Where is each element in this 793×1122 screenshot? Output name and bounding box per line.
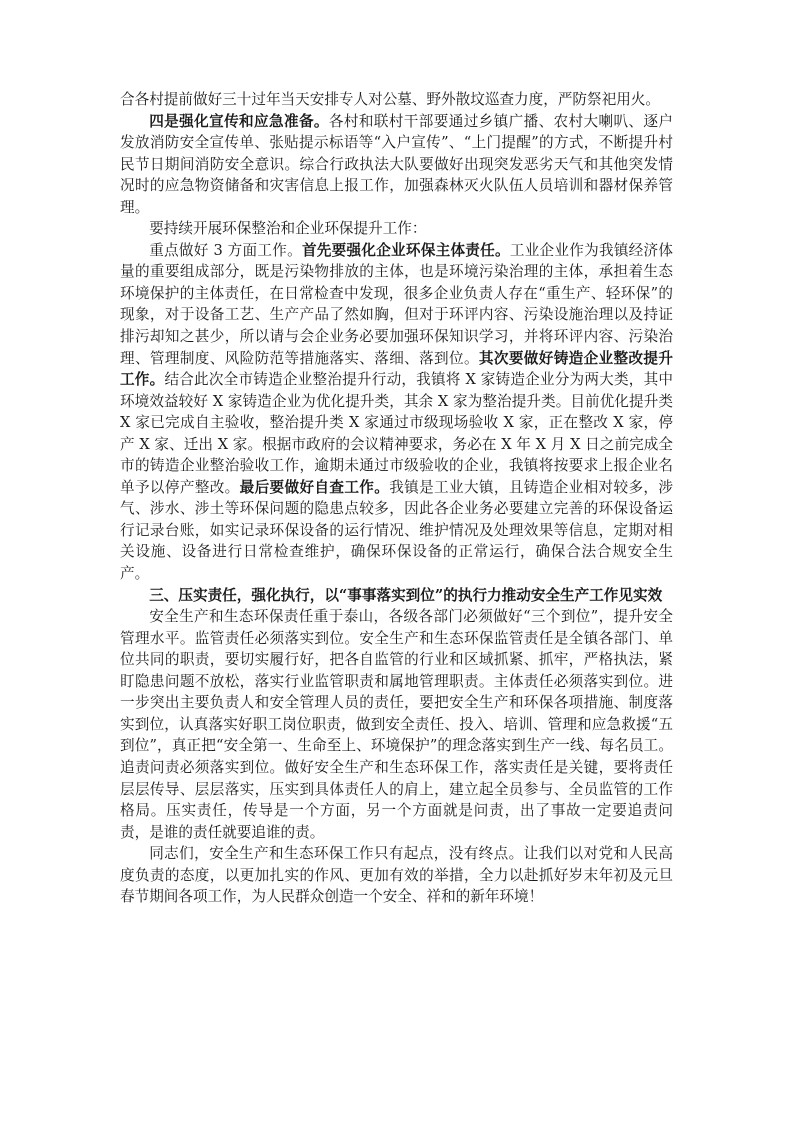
paragraph-environment-intro [120,218,673,240]
text-run: 各村和联村干部要通过乡镇广播、农村大喇叭、逐户发放消防安全宣传单、张贴提示标语等“入户宣传”、“上门提醒”的方式，不断提升村民节日期间消防安全意识。综合行政执法大队要做好出现突发恶劣天气和其他突发情况时的应急物资储备和灾害信息上报工作，加强森林灭火队伍人员培训和器材保养管理。 [120,112,673,216]
heading-run: 最后要做好自查工作。 [239,478,390,496]
text-run: 结合此次全市铸造企业整治提升行动，我镇将 X 家铸造企业分为两大类，其中环境效益较好 X 家铸造企业为优化提升类，其余 X 家为整治提升类。目前优化提升类 X 家已完成自主验收，整治提升类 X 家通过市级现场验收 X 家，正在整改 X 家，停产 X 家、迁出 X 家。根据市政府的会议精神要求，务必在 X 年 X 月 X 日之前完成全市的铸造企业整治验收工作，逾期未通过市级验收的企业，我镇将按要求上报企业名单予以停产整改。 [120,371,673,496]
paragraph-environment-tasks [120,240,673,585]
paragraph-responsibility [120,606,673,843]
heading-run: 首先要强化企业环保主体责任。 [301,241,510,259]
text-run: 安全生产和生态环保责任重于泰山，各级各部门必须做好“三个到位”，提升安全管理水平。监管责任必须落实到位。安全生产和生态环保监管责任是全镇各部门、单位共同的职责，要切实履行好，把各自监管的行业和区域抓紧、抓牢，严格执法，紧盯隐患问题不放松，落实行业监管职责和属地管理职责。主体责任必须落实到位。进一步突出主要负责人和安全管理人员的责任，要把安全生产和环保各项措施、制度落实到位，认真落实好职工岗位职责，做到安全责任、投入、培训、管理和应急救援“五到位”，真正把“安全第一、生命至上、环境保护”的理念落实到生产一线、每名员工。追责问责必须落实到位。做好安全生产和生态环保工作，落实责任是关键，要将责任层层传导、层层落实，压实到具体责任人的肩上，建立起全员参与、全员监管的工作格局。压实责任，传导是一个方面，另一个方面就是问责，出了事故一定要追责问责，是谁的责任就要追谁的责。 [120,608,673,841]
text-run: 我镇是工业大镇，且铸造企业相对较多，涉气、涉水、涉土等环保问题的隐患点较多，因此各企业务必要建立完善的环保设备运行记录台账，如实记录环保设备的运行情况、维护情况及处理效果等信息，定期对相关设施、设备进行日常检查维护，确保环保设备的正常运行，确保合法合规安全生产。 [120,478,673,583]
text-run: 同志们，安全生产和生态环保工作只有起点，没有终点。让我们以对党和人民高度负责的态度，以更加扎实的作风、更加有效的举措，全力以赴抓好岁末年初及元旦春节期间各项工作，为人民群众创造一个安全、祥和的新年环境！ [120,845,673,906]
paragraph-publicity-emergency [120,111,673,219]
text-run: 要持续开展环保整治和企业环保提升工作： [149,220,427,238]
section-heading-three [120,585,673,607]
text-run: 工业企业作为我镇经济体量的重要组成部分，既是污染物排放的主体，也是环境污染治理的主体，承担着生态环境保护的主体责任，在日常检查中发现，很多企业负责人存在“重生产、轻环保”的现象，对于设备工艺、生产产品了然如胸，但对于环评内容、污染设施治理以及持证排污却知之甚少，所以请与会企业务必要加强环保知识学习，并将环评内容、污染治理、管理制度、风险防范等措施落实、落细、落到位。 [120,241,673,367]
text-run: 合各村提前做好三十过年当天安排专人对公墓、野外散坟巡查力度，严防祭祀用火。 [120,91,660,108]
paragraph-closing [120,843,673,908]
paragraph-fire-prevention-end [120,89,673,111]
heading-run: 三、压实责任，强化执行，以“事事落实到位”的执行力推动安全生产工作见实效 [149,586,663,604]
document-page [120,89,673,908]
text-run: 重点做好 3 方面工作。 [149,241,302,259]
heading-run: 其次要做好铸造企业整改提升工作。 [120,349,673,389]
heading-run: 四是强化宣传和应急准备。 [149,112,329,130]
